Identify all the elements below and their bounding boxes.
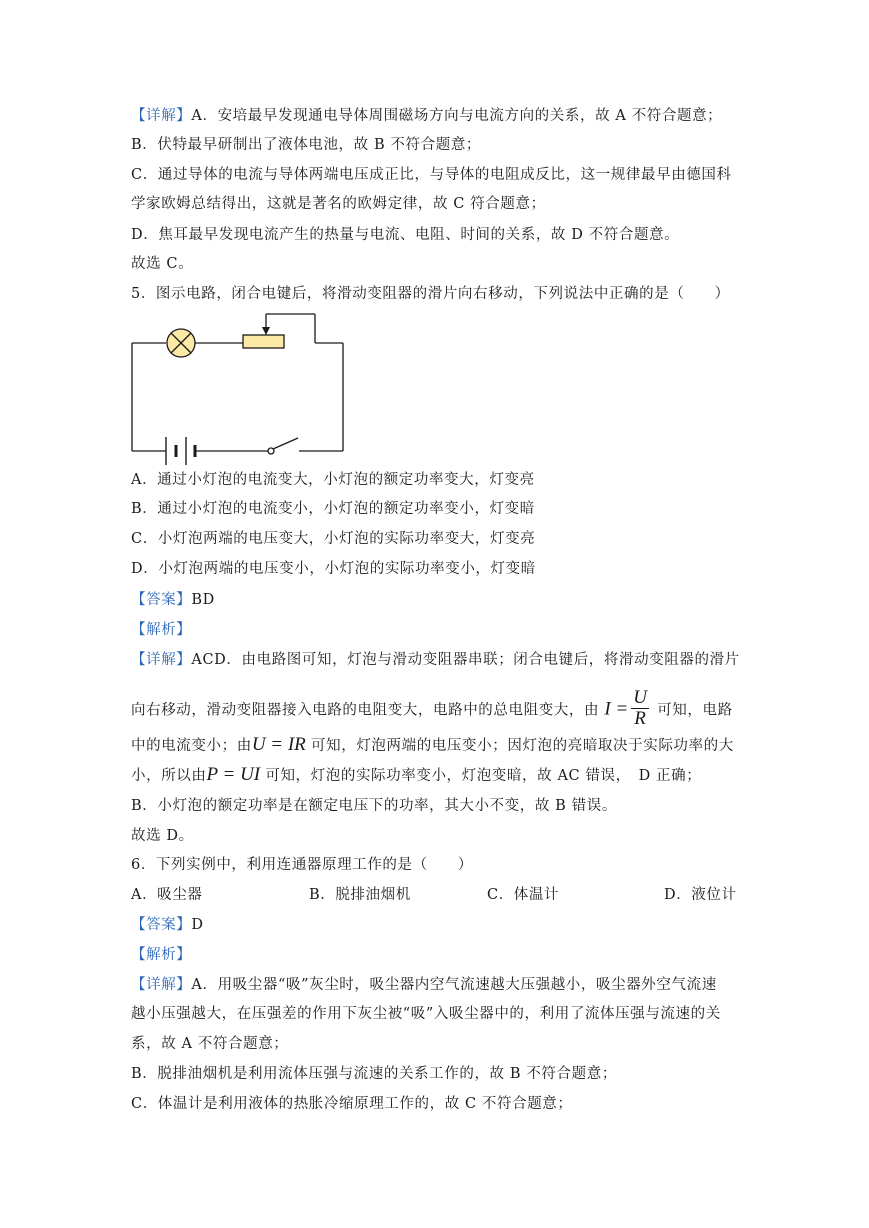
q5-detail-line-3: 中的电流变小；由U = IR 可知，灯泡两端的电压变小；因灯泡的亮暗取决于实际功率的大 xyxy=(131,734,734,755)
formula-i-lhs: I = xyxy=(604,698,629,720)
formula-u-ir: U = IR xyxy=(251,734,306,755)
q6-detail-line-a1: 【详解】A．用吸尘器“吸”灰尘时，吸尘器内空气流速越大压强越小，吸尘器外空气流速 xyxy=(131,977,717,993)
q6-detail-line-b: B．脱排油烟机是利用流体压强与流速的关系工作的，故 B 不符合题意； xyxy=(131,1066,617,1082)
formula-p-ui: P = UI xyxy=(206,764,261,785)
q6-analysis-tag: 【解析】 xyxy=(131,947,192,963)
answer-value: D xyxy=(191,917,204,933)
q5-detail-line-b: B．小灯泡的额定功率是在额定电压下的功率，其大小不变，故 B 错误。 xyxy=(131,798,617,814)
q5-option-c: C．小灯泡两端的电压变大，小灯泡的实际功率变大，灯变亮 xyxy=(131,531,536,547)
detail-tag: 【详解】 xyxy=(131,652,192,668)
rheostat-resistor xyxy=(243,335,284,348)
answer-tag: 【答案】 xyxy=(131,592,192,608)
q4-detail-line-a: 【详解】A．安培最早发现通电导体周围磁场方向与电流方向的关系，故 A 不符合题意； xyxy=(131,108,723,124)
q5-detail-line-2: 向右移动，滑动变阻器接入电路的电阻变大，电路中的总电阻变大，由 I = $\frac{U}{R}$ 可知，电路 xyxy=(131,687,733,729)
q6-detail-line-c: C．体温计是利用液体的热胀冷缩原理工作的，故 C 不符合题意； xyxy=(131,1096,573,1112)
q6-answer xyxy=(131,915,204,935)
q5-option-b: B．通过小灯泡的电流变小，小灯泡的额定功率变小，灯变暗 xyxy=(131,501,535,517)
q5-option-a: A．通过小灯泡的电流变大，小灯泡的额定功率变大，灯变亮 xyxy=(131,472,535,488)
q5-option-d: D．小灯泡两端的电压变小，小灯泡的实际功率变小，灯变暗 xyxy=(131,561,536,577)
q6-option-c: C．体温计 xyxy=(487,887,560,903)
q5-detail-line-4: 小，所以由P = UI 可知，灯泡的实际功率变小，灯泡变暗，故 AC 错误， D 正确； xyxy=(131,764,702,785)
q5-analysis-tag: 【解析】 xyxy=(131,622,192,638)
q6-stem: 6．下列实例中，利用连通器原理工作的是（ ） xyxy=(131,857,474,873)
q6-option-a: A．吸尘器 xyxy=(131,887,203,903)
q4-detail-line-d: D．焦耳最早发现电流产生的热量与电流、电阻、时间的关系，故 D 不符合题意。 xyxy=(131,227,680,243)
q5-detail-line-1: 【详解】ACD．由电路图可知，灯泡与滑动变阻器串联；闭合电键后，将滑动变阻器的滑片 xyxy=(131,652,740,668)
q4-detail-line-b: B．伏特最早研制出了液体电池，故 B 不符合题意； xyxy=(131,137,482,153)
q5-conclusion: 故选 D。 xyxy=(131,828,194,844)
q6-detail-line-a2: 越小压强越大，在压强差的作用下灰尘被“吸”入吸尘器中的，利用了流体压强与流速的关 xyxy=(131,1006,721,1022)
slider-arrow xyxy=(262,327,270,335)
q5-answer xyxy=(131,590,215,610)
q4-conclusion: 故选 C。 xyxy=(131,256,194,272)
q6-detail-line-a3: 系，故 A 不符合题意； xyxy=(131,1036,289,1052)
detail-tag: 【详解】 xyxy=(131,108,192,124)
fraction-u-over-r: $\frac{U}{R}$ xyxy=(633,687,647,729)
q4-detail-line-c2: 学家欧姆总结得出，这就是著名的欧姆定律，故 C 符合题意； xyxy=(131,196,546,212)
q5-stem: 5．图示电路，闭合电键后，将滑动变阻器的滑片向右移动，下列说法中正确的是（ ） xyxy=(131,286,730,302)
q4-detail-line-c1: C．通过导体的电流与导体两端电压成正比，与导体的电阻成反比，这一规律最早由德国科 xyxy=(131,167,732,183)
q6-option-b: B．脱排油烟机 xyxy=(309,887,411,903)
detail-tag: 【详解】 xyxy=(131,977,192,993)
answer-value: BD xyxy=(191,592,215,608)
q6-option-d: D．液位计 xyxy=(664,887,737,903)
answer-tag: 【答案】 xyxy=(131,917,192,933)
switch-lever xyxy=(273,438,298,449)
